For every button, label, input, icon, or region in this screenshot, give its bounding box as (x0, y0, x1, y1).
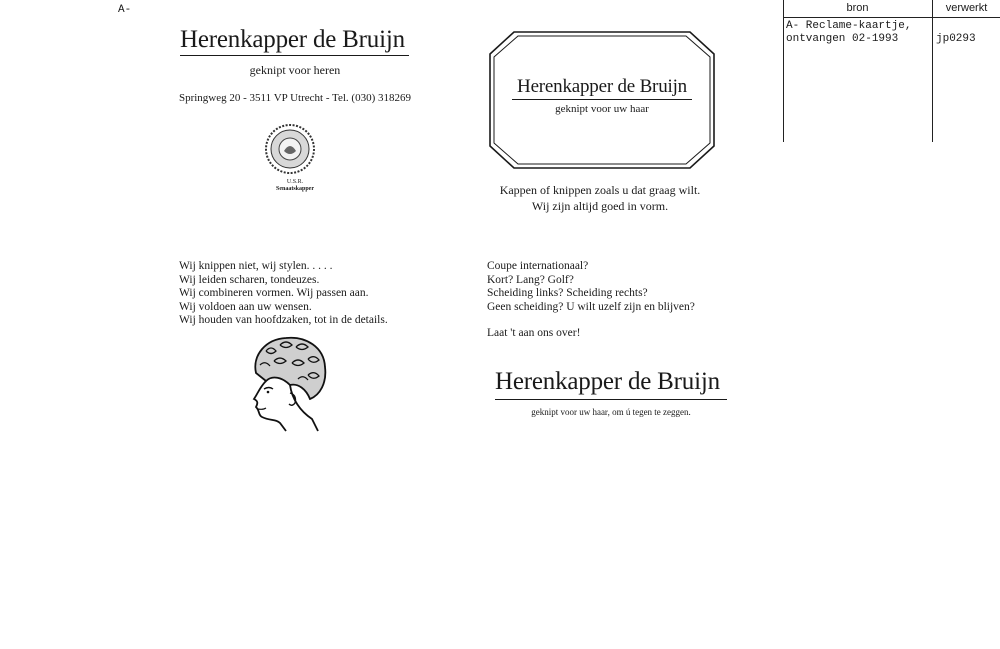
tagline-line: Kappen of knippen zoals u dat graag wilt. (499, 183, 701, 197)
portrait-illustration (246, 333, 330, 433)
seal-line: U.S.R. (286, 179, 304, 185)
copy-line: Wij leiden scharen, tondeuzes. (179, 273, 320, 286)
inside-right-copy (487, 260, 747, 341)
closing-underline (495, 399, 727, 400)
index-table (783, 0, 1000, 142)
address: Springweg 20 - 3511 VP Utrecht - Tel. (030) 318269 (178, 92, 412, 104)
title-underline (180, 55, 409, 56)
copy-line: Coupe internationaal? (487, 260, 589, 272)
closing-line: Laat 't aan ons over! (487, 327, 581, 340)
card-front (160, 20, 430, 210)
card-frame (488, 30, 716, 170)
source-entry (786, 20, 911, 46)
copy-line: Wij voldoen aan uw wensen. (179, 300, 312, 313)
seal-caption (160, 179, 430, 193)
copy-line: Wij houden van hoofdzaken, tot in de details. (179, 314, 388, 327)
tagline (460, 182, 740, 214)
octagon-frame (488, 30, 716, 170)
source-line: ontvangen 02-1993 (786, 33, 899, 45)
corner-mark: A- (118, 4, 132, 16)
frame-underline (512, 99, 692, 100)
brand-title: Herenkapper de Bruijn (180, 26, 405, 53)
source-header: bron (846, 2, 869, 14)
frame-subtitle: geknipt voor uw haar (555, 103, 649, 115)
seal-line: Senaatskapper (275, 186, 314, 192)
brand-subtitle: geknipt voor heren (249, 63, 341, 77)
inside-left-copy (179, 260, 449, 328)
copy-line: Kort? Lang? Golf? (487, 273, 574, 286)
closing-brand-title: Herenkapper de Bruijn (495, 368, 720, 395)
frame-title: Herenkapper de Bruijn (517, 76, 687, 97)
source-line: A- Reclame-kaartje, (786, 20, 912, 32)
copy-line: Scheiding links? Scheiding rechts? (487, 287, 648, 300)
processed-entry: jp0293 (936, 33, 976, 45)
copy-line: Wij combineren vormen. Wij passen aan. (179, 287, 369, 300)
seal-emblem-icon (264, 123, 316, 175)
tagline-line: Wij zijn altijd goed in vorm. (531, 199, 669, 213)
closing-brand-subtitle: geknipt voor uw haar, om ú tegen te zeggen. (531, 407, 691, 417)
copy-line: Wij knippen niet, wij stylen. . . . . (179, 260, 333, 272)
copy-line: Geen scheiding? U wilt uzelf zijn en blijven? (487, 300, 695, 313)
processed-header: verwerkt (945, 2, 988, 14)
